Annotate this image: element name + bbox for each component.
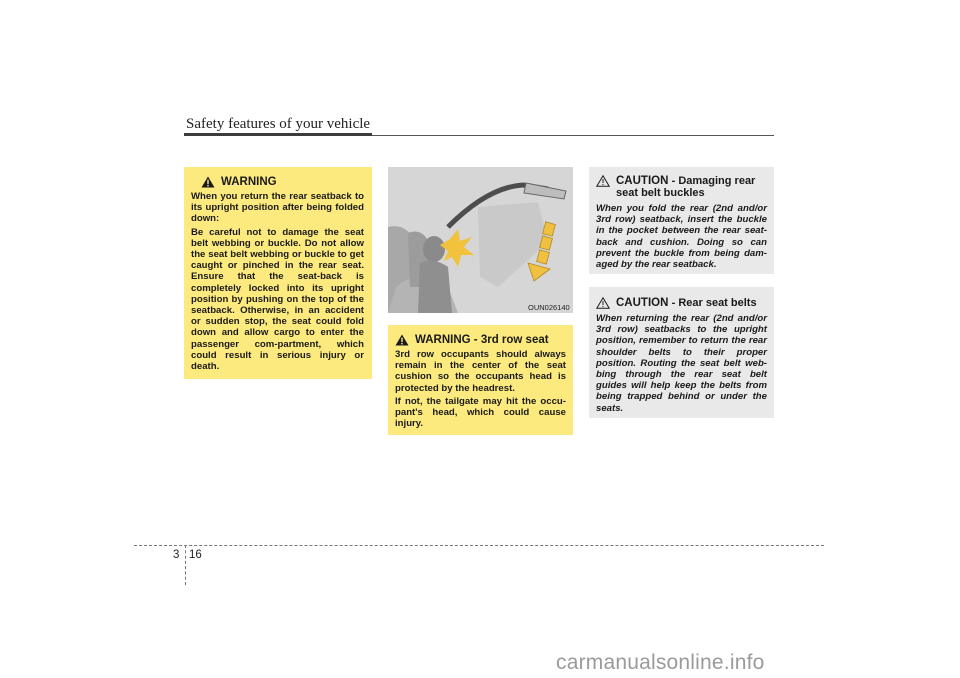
caution-box-rear-belts xyxy=(589,287,774,418)
warning-paragraph-1: When you return the rear seatback to its upright position after being folded down: xyxy=(191,191,364,225)
seat-illustration xyxy=(388,167,573,313)
warning-3rd-paragraph-1: 3rd row occupants should always remain in the center of the seat cushion so the occupants head is protected by the headrest. xyxy=(395,349,566,394)
warning-3rd-subtitle: - 3rd row seat xyxy=(473,334,549,346)
warning-box-3rd-row xyxy=(388,325,573,435)
caution-buckles-subtitle: - Damaging rear seat belt buckles xyxy=(616,175,756,199)
watermark: carmanualsonline.info xyxy=(556,651,765,674)
caution-belts-title: CAUTION xyxy=(616,297,669,309)
warning-3rd-paragraph-2: If not, the tailgate may hit the occu-pant's head, which could cause injury. xyxy=(395,395,566,430)
warning-triangle-icon xyxy=(201,176,215,188)
header-rule-thin xyxy=(372,135,774,136)
header-rule-thick xyxy=(184,133,372,136)
illustration-code: OUN026140 xyxy=(528,303,570,312)
warning-3rd-body xyxy=(395,349,566,429)
warning-paragraph-2: Be careful not to damage the seat belt webbing or buckle. Do not allow the seat belt webbing or buckle to get caught or pinched in the rear seat. Ensure that the seat-back is completely locked into its upright position by pushing on the top of the seatback. Otherwise, in an accident or sudden stop, the seat could fold down and allow cargo to enter the passenger com-partment, which could result in serious injury or death. xyxy=(191,226,364,373)
caution-box-buckles xyxy=(589,167,774,274)
footer-divider xyxy=(134,545,824,546)
caution-belts-subtitle: - Rear seat belts xyxy=(671,297,757,309)
caution-belts-title-row xyxy=(596,297,767,309)
warning-body xyxy=(191,191,364,372)
caution-triangle-icon xyxy=(596,175,610,187)
page-number: 16 xyxy=(189,549,202,561)
page-header-title: Safety features of your vehicle xyxy=(186,116,371,132)
caution-buckles-title: CAUTION xyxy=(616,175,669,187)
warning-title: WARNING xyxy=(221,176,277,188)
warning-box-seatback xyxy=(184,167,372,379)
chapter-number: 3 xyxy=(173,549,180,561)
caution-belts-body: When returning the rear (2nd and/or 3rd row) seatbacks to the upright position, remember to return the rear shoulder belts to their proper position. Routing the seat belt web-bing through the rear seat belt guides will help keep the belts from being trapped behind or under the seats. xyxy=(596,313,767,414)
warning-title-row xyxy=(201,176,364,188)
caution-buckles-title-row xyxy=(596,175,767,199)
caution-triangle-icon xyxy=(596,297,610,309)
warning-3rd-title: WARNING xyxy=(415,334,471,346)
caution-buckles-body: When you fold the rear (2nd and/or 3rd row) seatback, insert the buckle in the pocket between the rear seat-back and cushion. Doing so can prevent the buckle from being dam-aged by the rear seatback. xyxy=(596,203,767,271)
warning-triangle-icon xyxy=(395,334,409,346)
warning-3rd-title-row xyxy=(395,334,566,346)
tailgate-head-impact-illustration xyxy=(388,167,573,313)
footer-vertical-divider xyxy=(185,545,186,585)
